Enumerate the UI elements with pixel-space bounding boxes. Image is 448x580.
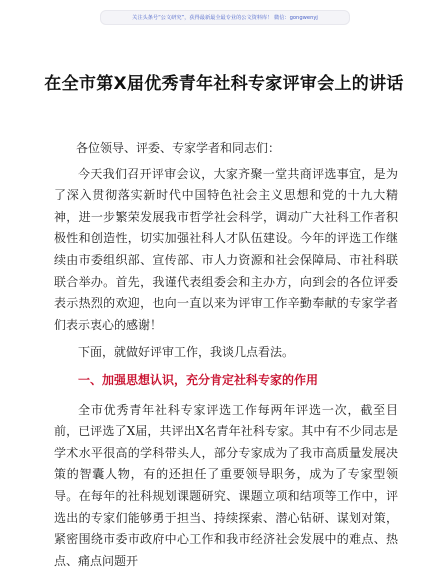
salutation: 各位领导、评委、专家学者和同志们： (76, 141, 281, 155)
promo-banner[interactable] (100, 10, 350, 25)
document-title: 在全市第X届优秀青年社科专家评审会上的讲话 (44, 74, 404, 94)
section-heading-1: 一、加强思想认识，充分肯定社科专家的作用 (78, 372, 319, 387)
document-body (54, 138, 398, 578)
paragraph-section-1: 全市优秀青年社科专家评选工作每两年评选一次，截至目前，已评选了X届，共评出X名青年社科专家。其中有不少同志是学术水平很高的学科带头人，部分专家成为了我市高质量发展决策的智囊人物，有的还担任了重要领导职务，成为了专家型领导。在每年的社科规划课题研究、课题立项和结项等工作中，评选出的专家们能够勇于担当、持续探索、潜心钻研、谋划对策，紧密围绕市委市政府中心工作和我市经济社会发展中的难点、热点、痛点问题开 (54, 402, 398, 568)
paragraph-opening: 今天我们召开评审会议，大家齐聚一堂共商评选事宜，是为了深入贯彻落实新时代中国特色社会主义思想和党的十九大精神，进一步繁荣发展我市哲学社会科学，调动广大社科工作者积极性和创造性，切实加强社科人才队伍建设。今年的评选工作继续由市委组织部、宣传部、市人力资源和社会保障局、市社科联联合举办。首先，我谨代表组委会和主办方，向到会的各位评委表示热烈的欢迎，也向一直以来为评审工作辛勤奉献的专家学者们表示衷心的感谢！ (54, 166, 398, 332)
paragraph-transition: 下面，就做好评审工作，我谈几点看法。 (78, 345, 295, 360)
promo-banner-text: 关注头条号“公文研究”，获得最新最全最专业的公文资料库！ 微信：gongwenyj (132, 15, 318, 21)
